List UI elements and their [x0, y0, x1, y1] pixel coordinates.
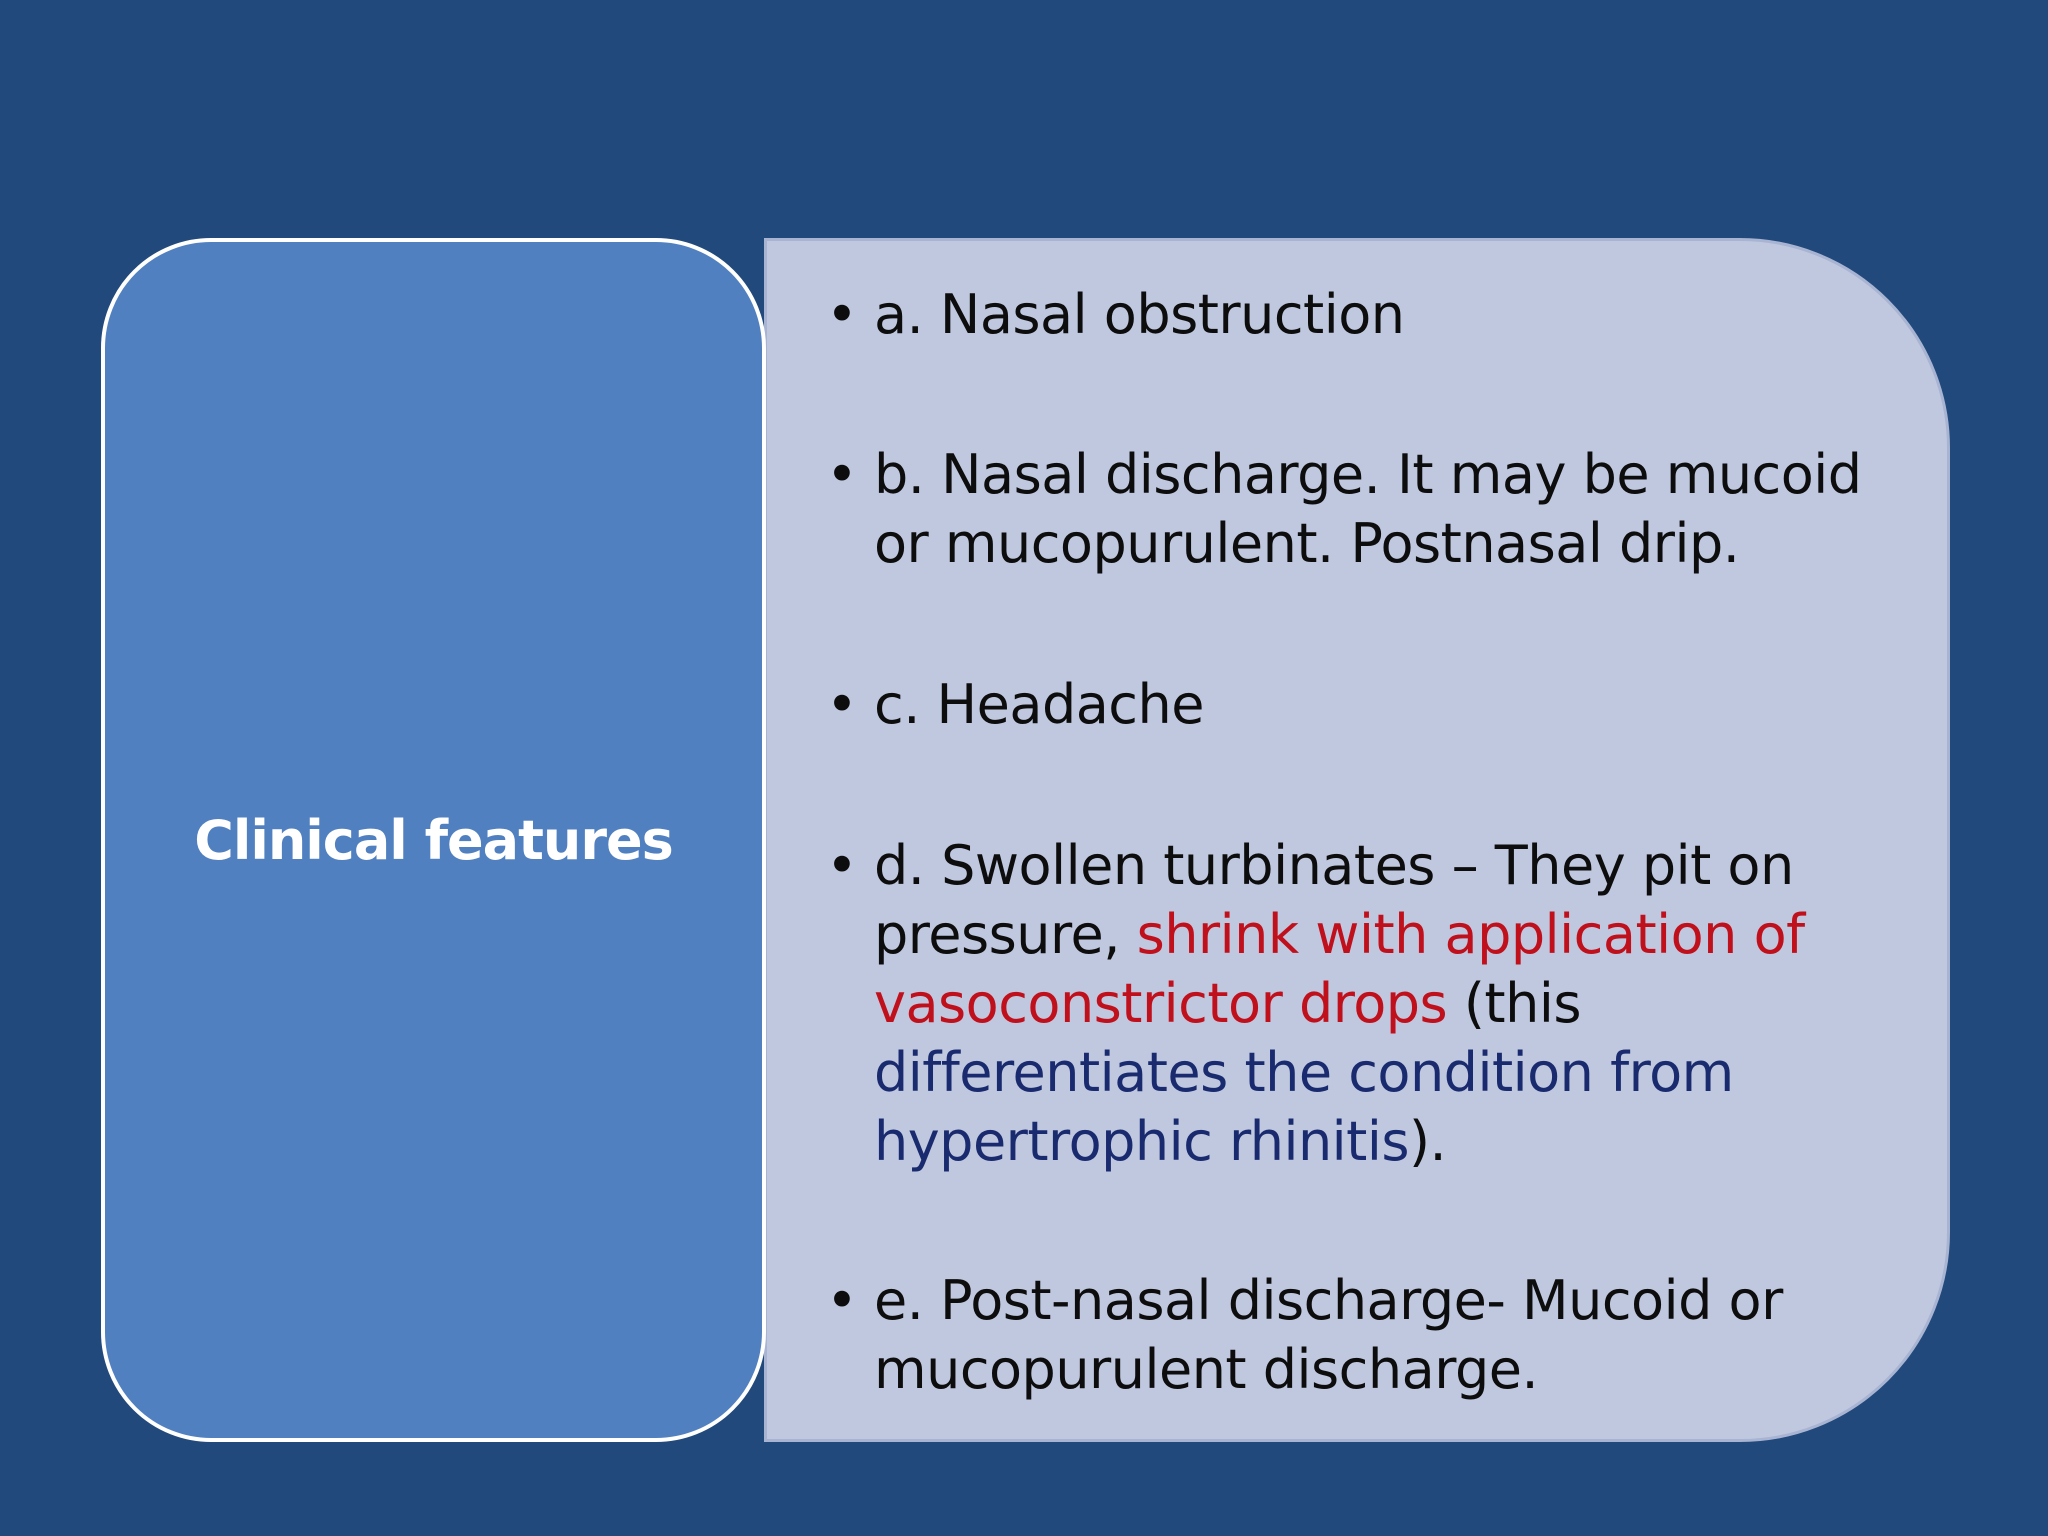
bullet-text: e. Post-nasal discharge- Mucoid or mucopurulent discharge. [874, 1269, 1783, 1401]
bullet-item-a [826, 280, 1876, 349]
bullet-text-part: d. Swollen turbinates – They pit on pressure, [874, 834, 1794, 966]
highlight-red-text: shrink with application of vasoconstrictor drops [874, 903, 1805, 1035]
bullet-marker: • [826, 834, 858, 897]
section-title: Clinical features [194, 808, 673, 872]
bullet-text: b. Nasal discharge. It may be mucoid or mucopurulent. Postnasal drip. [874, 443, 1862, 575]
bullet-marker: • [826, 283, 858, 346]
bullet-item-c [826, 670, 1876, 739]
bullet-item-e [826, 1266, 1876, 1404]
bullet-text-part: ). [1408, 1110, 1447, 1173]
bullet-item-d [826, 831, 1876, 1176]
bullet-text: a. Nasal obstruction [874, 283, 1405, 346]
bullet-marker: • [826, 673, 858, 736]
bullet-text: c. Headache [874, 673, 1204, 736]
bullet-item-b [826, 440, 1876, 578]
bullet-marker: • [826, 1269, 858, 1332]
bullet-text [874, 831, 1876, 1176]
bullet-text-part: (this [1447, 972, 1581, 1035]
section-label-panel [101, 238, 766, 1442]
bullet-marker: • [826, 443, 858, 506]
highlight-navy-text: differentiates the condition from hypertrophic rhinitis [874, 1041, 1734, 1173]
